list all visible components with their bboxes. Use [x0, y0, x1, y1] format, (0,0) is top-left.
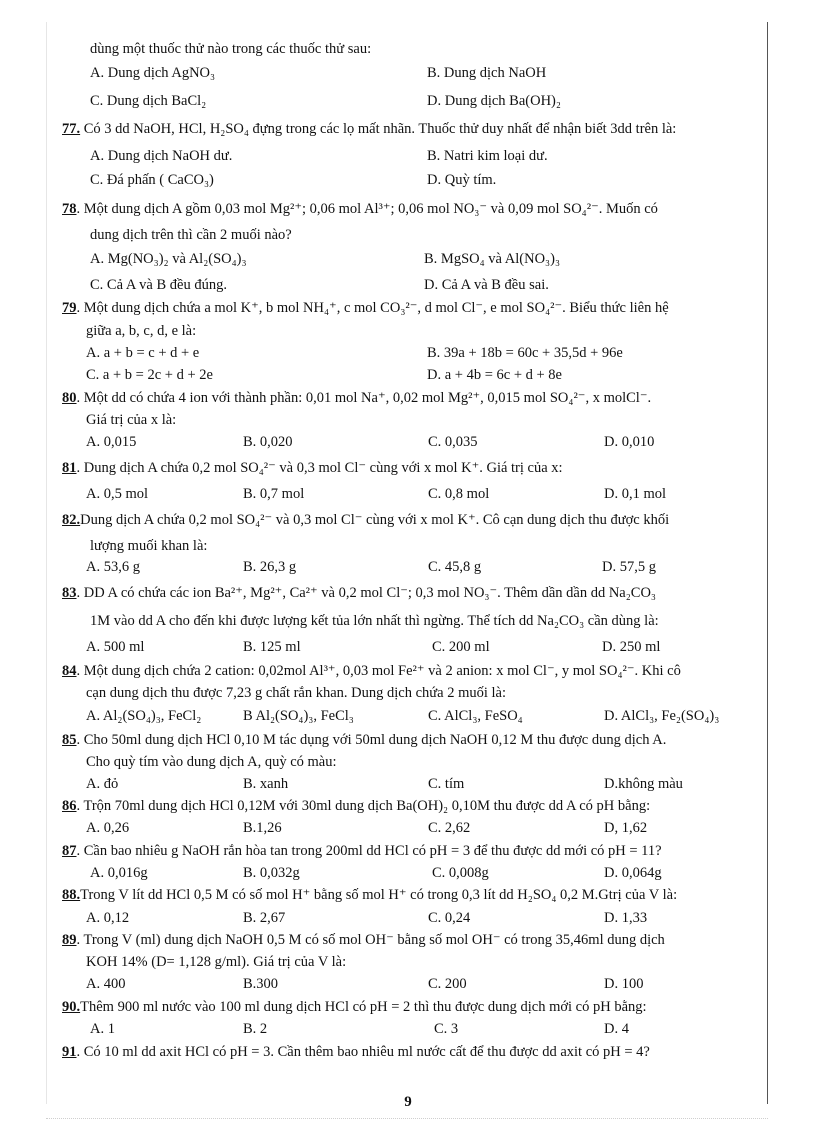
q91-stem-line — [62, 1043, 650, 1061]
q85-option-a: A. đỏ — [86, 776, 119, 792]
q83-option-b: B. 125 ml — [243, 639, 301, 655]
q86-option-d: D, 1,62 — [604, 820, 648, 836]
q78-option-d: D. Cả A và B đều sai. — [424, 277, 549, 293]
q89-stem-line2: KOH 14% (D= 1,128 g/ml). Giá trị của V là: — [86, 954, 347, 970]
q81-option-b: B. 0,7 mol — [243, 486, 305, 502]
q88-number: 88. — [62, 887, 81, 903]
q83-option-a: A. 500 ml — [86, 639, 145, 655]
q89-stem-1: . Trong V (ml) dung dịch NaOH 0,5 M có số mol OH⁻ bằng số mol OH⁻ có trong 35,46ml dung dịch — [76, 932, 665, 948]
q84-stem-line2: cạn dung dịch thu được 7,23 g chất rắn khan. Dung dịch chứa 2 muối là: — [86, 685, 507, 701]
q87-option-c: C. 0,008g — [432, 865, 489, 881]
q89-option-c: C. 200 — [428, 976, 467, 992]
q90-option-c: C. 3 — [434, 1021, 459, 1037]
q79-stem-line1 — [62, 299, 669, 317]
q84-stem-line1 — [62, 662, 681, 680]
q79-stem-line2: giữa a, b, c, d, e là: — [86, 323, 197, 339]
q79-stem-1: . Một dung dịch chứa a mol K⁺, b mol NH₄⁺, c mol CO₃²⁻, d mol Cl⁻, e mol SO₄²⁻. Biểu thức liên hệ — [76, 300, 669, 316]
q90-stem-line — [62, 998, 647, 1016]
q79-option-c: C. a + b = 2c + d + 2e — [86, 367, 213, 383]
q83-stem-line2: 1M vào dd A cho đến khi được lượng kết tủa lớn nhất thì ngừng. Thể tích dd Na₂CO₃ cần dùng là: — [90, 613, 659, 629]
q82-stem-line1 — [62, 511, 669, 529]
q80-number: 80 — [62, 390, 77, 406]
q79-option-a: A. a + b = c + d + e — [86, 345, 200, 361]
question-list — [62, 0, 762, 1090]
q80-option-a: A. 0,015 — [86, 434, 137, 450]
q86-stem-line — [62, 797, 650, 815]
q90-option-d: D. 4 — [604, 1021, 629, 1037]
q79-option-b: B. 39a + 18b = 60c + 35,5d + 96e — [427, 345, 623, 361]
q85-stem-line1 — [62, 731, 666, 749]
q87-stem: . Cần bao nhiêu g NaOH rắn hòa tan trong 200ml dd HCl có pH = 3 để thu được dd mới có pH = 11? — [76, 843, 662, 859]
q84-stem-1: . Một dung dịch chứa 2 cation: 0,02mol Al³⁺, 0,03 mol Fe²⁺ và 2 anion: x mol Cl⁻, y mol SO₄²⁻. Khi cô — [76, 663, 681, 679]
q86-stem: . Trộn 70ml dung dịch HCl 0,12M với 30ml dung dịch Ba(OH)₂ 0,10M thu được dd A có pH bằng: — [76, 798, 651, 814]
q78-stem-line1 — [62, 200, 658, 218]
q86-option-a: A. 0,26 — [86, 820, 130, 836]
q87-option-a: A. 0,016g — [90, 865, 148, 881]
q79-option-d: D. a + 4b = 6c + d + 8e — [427, 367, 562, 383]
q86-option-b: B.1,26 — [243, 820, 282, 836]
q77-option-b: B. Natri kim loại dư. — [427, 148, 548, 164]
q88-option-a: A. 0,12 — [86, 910, 130, 926]
q81-option-a: A. 0,5 mol — [86, 486, 149, 502]
q88-option-b: B. 2,67 — [243, 910, 286, 926]
q89-option-b: B.300 — [243, 976, 279, 992]
q85-stem-1: . Cho 50ml dung dịch HCl 0,10 M tác dụng với 50ml dung dịch NaOH 0,12 M thu được dung dịch A. — [76, 732, 667, 748]
q81-stem-line — [62, 459, 563, 477]
q83-stem-1: . DD A có chứa các ion Ba²⁺, Mg²⁺, Ca²⁺ và 0,2 mol Cl⁻; 0,3 mol NO₃⁻. Thêm dần dần dd Na₂CO₃ — [76, 585, 656, 601]
bottom-rule — [46, 1118, 768, 1120]
q80-stem-1: . Một dd có chứa 4 ion với thành phần: 0,01 mol Na⁺, 0,02 mol Mg²⁺, 0,015 mol SO₄²⁻, x molCl⁻. — [76, 390, 652, 406]
q89-option-d: D. 100 — [604, 976, 644, 992]
q84-number: 84 — [62, 663, 77, 679]
q90-number: 90. — [62, 999, 81, 1015]
q82-stem-line2: lượng muối khan là: — [90, 538, 208, 554]
page-number: 9 — [404, 1094, 412, 1110]
q91-number: 91 — [62, 1044, 77, 1060]
q88-option-d: D. 1,33 — [604, 910, 648, 926]
q78-option-b: B. MgSO₄ và Al(NO₃)₃ — [424, 251, 561, 267]
q82-option-d: D. 57,5 g — [602, 559, 656, 575]
q76-option-c: C. Dung dịch BaCl₂ — [90, 93, 207, 109]
q89-option-a: A. 400 — [86, 976, 126, 992]
q87-option-b: B. 0,032g — [243, 865, 300, 881]
q86-option-c: C. 2,62 — [428, 820, 471, 836]
q83-option-c: C. 200 ml — [432, 639, 490, 655]
q80-stem-line1 — [62, 389, 651, 407]
q77-option-d: D. Quỳ tím. — [427, 172, 497, 188]
q88-stem: Trong V lít dd HCl 0,5 M có số mol H⁺ bằng số mol H⁺ có trong 0,3 lít dd H₂SO₄ 0,2 M.Gtrị của V là: — [80, 887, 678, 903]
q84-option-b: B Al₂(SO₄)₃, FeCl₃ — [243, 708, 354, 724]
q78-stem-1: . Một dung dịch A gồm 0,03 mol Mg²⁺; 0,06 mol Al³⁺; 0,06 mol NO₃⁻ và 0,09 mol SO₄²⁻. Muốn có — [76, 201, 658, 217]
q80-stem-line2: Giá trị của x là: — [86, 412, 177, 428]
q76-lead: dùng một thuốc thử nào trong các thuốc thử sau: — [90, 41, 372, 57]
q88-option-c: C. 0,24 — [428, 910, 471, 926]
q78-number: 78 — [62, 201, 77, 217]
q88-stem-line — [62, 886, 677, 904]
q78-option-c: C. Cả A và B đều đúng. — [90, 277, 227, 293]
q76-option-a: A. Dung dịch AgNO₃ — [90, 65, 216, 81]
q86-number: 86 — [62, 798, 77, 814]
q80-option-d: D. 0,010 — [604, 434, 655, 450]
q82-option-c: C. 45,8 g — [428, 559, 482, 575]
q80-option-c: C. 0,035 — [428, 434, 478, 450]
q90-option-b: B. 2 — [243, 1021, 268, 1037]
q81-option-c: C. 0,8 mol — [428, 486, 490, 502]
q82-stem-1: Dung dịch A chứa 0,2 mol SO₄²⁻ và 0,3 mol Cl⁻ cùng với x mol K⁺. Cô cạn dung dịch thu được khối — [80, 512, 670, 528]
q91-stem: . Có 10 ml dd axit HCl có pH = 3. Cần thêm bao nhiêu ml nước cất để thu được dd axit có pH = 4? — [76, 1044, 650, 1060]
q80-option-b: B. 0,020 — [243, 434, 293, 450]
q90-option-a: A. 1 — [90, 1021, 115, 1037]
q76-option-b: B. Dung dịch NaOH — [427, 65, 547, 81]
q84-option-d: D. AlCl₃, Fe₂(SO₄)₃ — [604, 708, 720, 724]
q85-option-c: C. tím — [428, 776, 465, 792]
q89-number: 89 — [62, 932, 77, 948]
q84-option-c: C. AlCl₃, FeSO₄ — [428, 708, 523, 724]
q84-option-a: A. Al₂(SO₄)₃, FeCl₂ — [86, 708, 202, 724]
q85-stem-line2: Cho quỳ tím vào dung dịch A, quỳ có màu: — [86, 754, 337, 770]
q90-stem: Thêm 900 ml nước vào 100 ml dung dịch HCl có pH = 2 thì thu được dung dịch mới có pH bằng: — [80, 999, 647, 1015]
q78-stem-line2: dung dịch trên thì cần 2 muối nào? — [90, 227, 292, 243]
q81-option-d: D. 0,1 mol — [604, 486, 667, 502]
q85-option-b: B. xanh — [243, 776, 289, 792]
q83-option-d: D. 250 ml — [602, 639, 661, 655]
q81-stem: . Dung dịch A chứa 0,2 mol SO₄²⁻ và 0,3 mol Cl⁻ cùng với x mol K⁺. Giá trị của x: — [76, 460, 563, 476]
q83-number: 83 — [62, 585, 77, 601]
q77-stem: Có 3 dd NaOH, HCl, H₂SO₄ đựng trong các lọ mất nhãn. Thuốc thử duy nhất để nhận biết 3dd trên là: — [83, 121, 677, 137]
q85-option-d: D.không màu — [604, 776, 683, 792]
q77-stem-line — [62, 120, 676, 138]
q81-number: 81 — [62, 460, 77, 476]
q87-stem-line — [62, 842, 662, 860]
q77-option-c: C. Đá phấn ( CaCO₃) — [90, 172, 214, 188]
q87-number: 87 — [62, 843, 77, 859]
q82-number: 82. — [62, 512, 81, 528]
q77-number: 77. — [62, 121, 81, 137]
q85-number: 85 — [62, 732, 77, 748]
q83-stem-line1 — [62, 584, 656, 602]
q76-option-d: D. Dung dịch Ba(OH)₂ — [427, 93, 561, 109]
q77-option-a: A. Dung dịch NaOH dư. — [90, 148, 233, 164]
q87-option-d: D. 0,064g — [604, 865, 662, 881]
q82-option-b: B. 26,3 g — [243, 559, 297, 575]
q78-option-a: A. Mg(NO₃)₂ và Al₂(SO₄)₃ — [90, 251, 247, 267]
q89-stem-line1 — [62, 931, 665, 949]
q82-option-a: A. 53,6 g — [86, 559, 140, 575]
q79-number: 79 — [62, 300, 77, 316]
